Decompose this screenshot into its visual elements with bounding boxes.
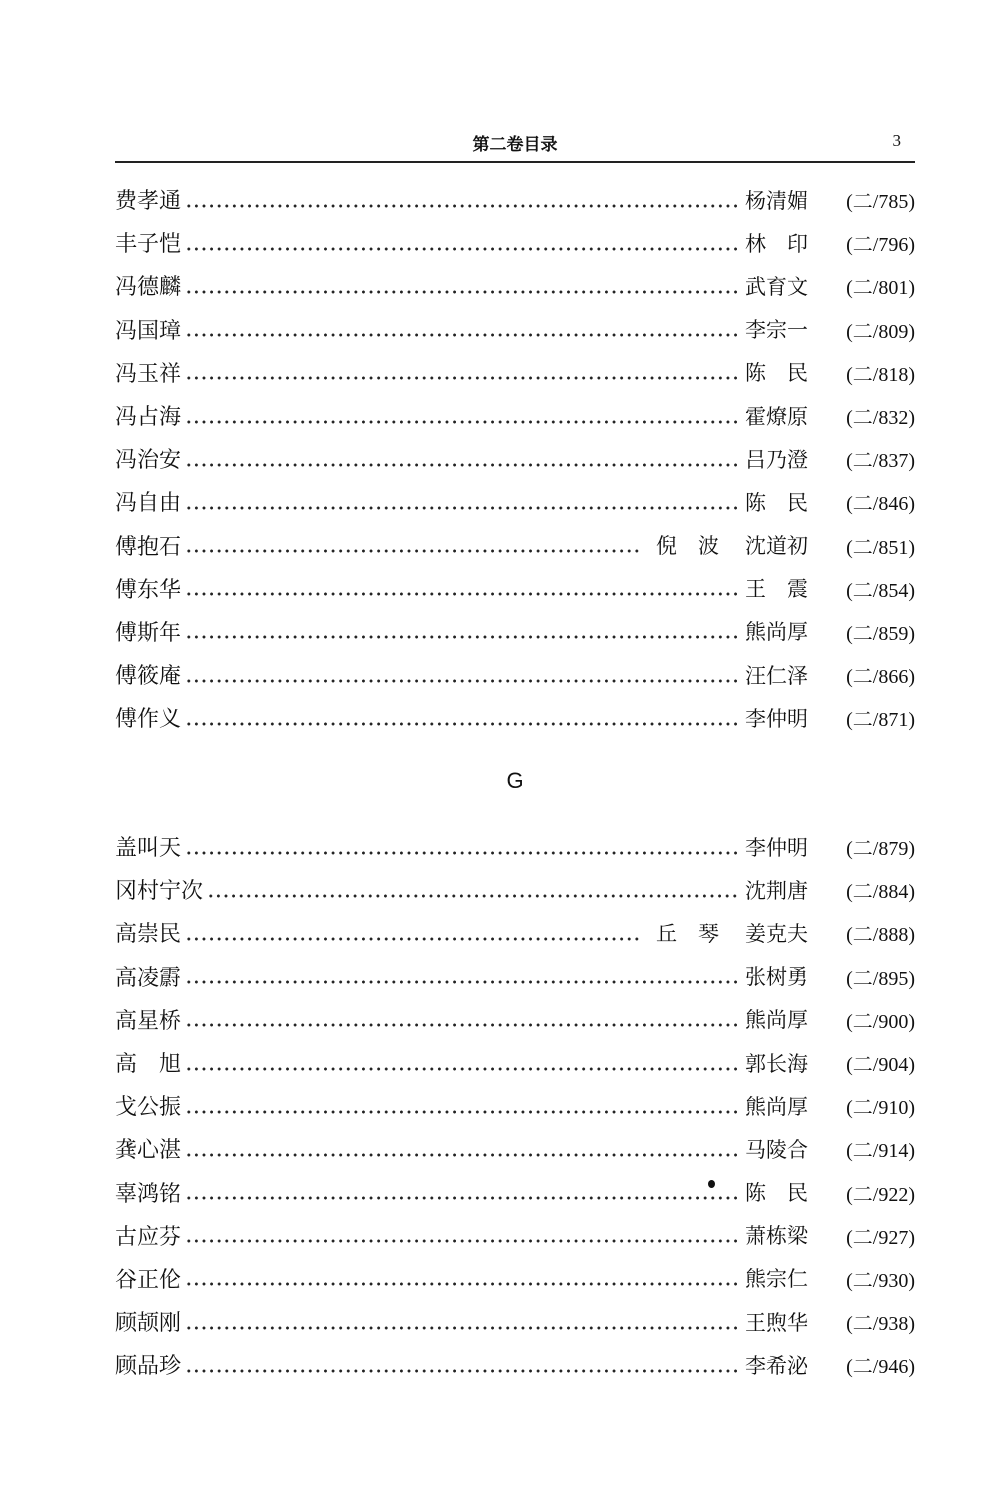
entry-name: 傅作义 (115, 707, 182, 733)
entry-author: 李希泌 (745, 1353, 808, 1378)
dot-leader (185, 1224, 739, 1246)
volume-page-ref: (二/801) (846, 277, 915, 300)
volume-page-ref: (二/837) (846, 450, 915, 473)
toc-entry[interactable] (115, 1041, 915, 1084)
toc-entry[interactable] (115, 610, 915, 653)
page-number: 3 (892, 131, 901, 150)
entry-name: 傅东华 (115, 577, 182, 603)
toc-entry[interactable] (115, 308, 915, 351)
entry-author: 王 震 (745, 577, 808, 602)
entry-name: 高 旭 (115, 1052, 182, 1078)
toc-entry[interactable] (115, 221, 915, 264)
entry-author: 沈荆唐 (745, 878, 808, 903)
dot-leader (185, 922, 640, 944)
toc-entry[interactable] (115, 351, 915, 394)
volume-page-ref: (二/832) (846, 407, 915, 430)
dot-leader (185, 1095, 739, 1117)
entry-author: 熊尚厚 (745, 1094, 808, 1119)
co-author: 丘 琴 (656, 921, 719, 946)
toc-entry[interactable] (115, 394, 915, 437)
entry-author: 熊宗仁 (745, 1267, 808, 1292)
dot-leader (185, 1052, 739, 1074)
entry-name: 冯玉祥 (115, 361, 182, 387)
entry-author: 吕乃澄 (745, 447, 808, 472)
dot-leader (185, 707, 739, 729)
toc-entry[interactable] (115, 998, 915, 1041)
toc-entry[interactable] (115, 264, 915, 307)
entry-author: 霍燎原 (745, 404, 808, 429)
dot-leader (185, 405, 739, 427)
entry-author: 陈 民 (745, 490, 808, 515)
entry-name: 冯德麟 (115, 275, 182, 301)
volume-page-ref: (二/910) (846, 1097, 915, 1120)
toc-entry[interactable] (115, 567, 915, 610)
entry-author: 萧栋梁 (745, 1224, 808, 1249)
entry-author: 姜克夫 (745, 921, 808, 946)
volume-page-ref: (二/914) (846, 1140, 915, 1163)
entry-name: 费孝通 (115, 189, 182, 215)
toc-entry[interactable] (115, 1257, 915, 1300)
entry-name: 傅斯年 (115, 620, 182, 646)
ink-blot (708, 1180, 715, 1188)
volume-page-ref: (二/922) (846, 1183, 915, 1206)
dot-leader (185, 1311, 739, 1333)
entry-name: 冯治安 (115, 448, 182, 474)
entry-author: 李仲明 (745, 835, 808, 860)
entry-author: 王煦华 (745, 1310, 808, 1335)
volume-page-ref: (二/851) (846, 536, 915, 559)
volume-page-ref: (二/927) (846, 1226, 915, 1249)
entry-name: 高凌霨 (115, 965, 182, 991)
section-letter-heading: G (506, 768, 524, 793)
entry-name: 戈公振 (115, 1095, 182, 1121)
toc-entry[interactable] (115, 1214, 915, 1257)
dot-leader (185, 965, 739, 987)
dot-leader (185, 620, 739, 642)
toc-entry[interactable] (115, 1343, 915, 1386)
entry-name: 辜鸿铭 (115, 1181, 182, 1207)
entry-name: 冯自由 (115, 491, 182, 517)
entry-name: 冯国璋 (115, 318, 182, 344)
toc-entry[interactable] (115, 955, 915, 998)
toc-entry[interactable] (115, 653, 915, 696)
dot-leader (185, 664, 739, 686)
dot-leader (185, 448, 739, 470)
toc-entry[interactable] (115, 178, 915, 221)
dot-leader (185, 232, 739, 254)
dot-leader (185, 577, 739, 599)
toc-section-f (115, 178, 915, 739)
volume-page-ref: (二/904) (846, 1054, 915, 1077)
entry-name: 古应芬 (115, 1224, 182, 1250)
entry-author: 汪仁泽 (745, 663, 808, 688)
dot-leader (185, 318, 739, 340)
volume-page-ref: (二/938) (846, 1313, 915, 1336)
entry-author: 熊尚厚 (745, 620, 808, 645)
volume-page-ref: (二/946) (846, 1356, 915, 1379)
toc-entry[interactable] (115, 1171, 915, 1214)
dot-leader (185, 275, 739, 297)
entry-author: 熊尚厚 (745, 1008, 808, 1033)
entry-name: 高崇民 (115, 922, 182, 948)
volume-page-ref: (二/879) (846, 838, 915, 861)
toc-entry[interactable] (115, 696, 915, 739)
toc-entry[interactable] (115, 825, 915, 868)
entry-author: 杨清媚 (745, 188, 808, 213)
dot-leader (185, 1354, 739, 1376)
toc-entry[interactable] (115, 1084, 915, 1127)
volume-page-ref: (二/871) (846, 709, 915, 732)
dot-leader (185, 1181, 739, 1203)
volume-page-ref: (二/884) (846, 881, 915, 904)
volume-page-ref: (二/866) (846, 666, 915, 689)
entry-author: 林 印 (745, 231, 808, 256)
toc-entry[interactable] (115, 911, 915, 954)
toc-entry[interactable] (115, 437, 915, 480)
page-title: 第二卷目录 (472, 135, 558, 155)
volume-page-ref: (二/888) (846, 924, 915, 947)
entry-author: 沈道初 (745, 534, 808, 559)
dot-leader (185, 361, 739, 383)
volume-page-ref: (二/859) (846, 622, 915, 645)
entry-author: 陈 民 (745, 361, 808, 386)
dot-leader (185, 836, 739, 858)
entry-name: 傅抱石 (115, 534, 182, 560)
entry-name: 冈村宁次 (115, 879, 204, 905)
entry-name: 盖叫天 (115, 836, 182, 862)
entry-name: 高星桥 (115, 1008, 182, 1034)
volume-page-ref: (二/900) (846, 1010, 915, 1033)
entry-author: 武育文 (745, 274, 808, 299)
dot-leader (207, 879, 739, 901)
entry-author: 陈 民 (745, 1181, 808, 1206)
volume-page-ref: (二/930) (846, 1269, 915, 1292)
entry-author: 李宗一 (745, 318, 808, 343)
header-divider (115, 161, 915, 163)
dot-leader (185, 1267, 739, 1289)
toc-entry[interactable] (115, 480, 915, 523)
volume-page-ref: (二/846) (846, 493, 915, 516)
entry-name: 傅筱庵 (115, 664, 182, 690)
dot-leader (185, 491, 739, 513)
entry-author: 马陵合 (745, 1137, 808, 1162)
entry-author: 李仲明 (745, 706, 808, 731)
entry-author: 张树勇 (745, 965, 808, 990)
entry-name: 顾颉刚 (115, 1311, 182, 1337)
co-author: 倪 波 (656, 534, 719, 559)
toc-section-g (115, 825, 915, 1386)
entry-name: 谷正伦 (115, 1267, 182, 1293)
dot-leader (185, 1008, 739, 1030)
toc-entry[interactable] (115, 1127, 915, 1170)
entry-name: 丰子恺 (115, 232, 182, 258)
entry-author: 郭长海 (745, 1051, 808, 1076)
page-header (115, 126, 915, 162)
dot-leader (185, 189, 739, 211)
volume-page-ref: (二/854) (846, 579, 915, 602)
toc-entry[interactable] (115, 524, 915, 567)
dot-leader (185, 1138, 739, 1160)
entry-name: 顾品珍 (115, 1354, 182, 1380)
dot-leader (185, 534, 640, 556)
entry-name: 龚心湛 (115, 1138, 182, 1164)
entry-name: 冯占海 (115, 405, 182, 431)
volume-page-ref: (二/809) (846, 320, 915, 343)
volume-page-ref: (二/818) (846, 363, 915, 386)
volume-page-ref: (二/895) (846, 967, 915, 990)
toc-entry[interactable] (115, 868, 915, 911)
toc-entry[interactable] (115, 1300, 915, 1343)
volume-page-ref: (二/785) (846, 191, 915, 214)
volume-page-ref: (二/796) (846, 234, 915, 257)
